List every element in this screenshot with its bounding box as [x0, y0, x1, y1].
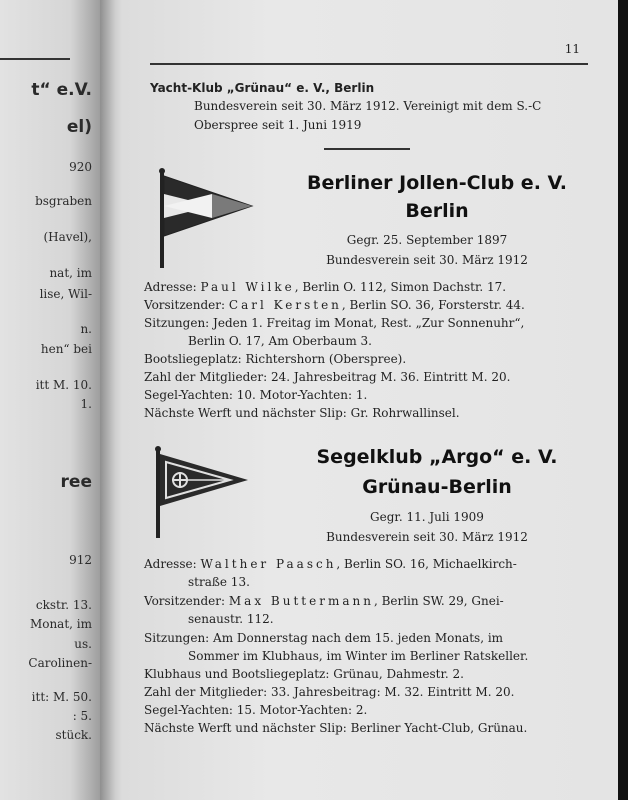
left-page	[0, 0, 100, 800]
left-page-line: (Havel),	[43, 230, 92, 244]
header-rule	[150, 63, 588, 65]
chairman-name: Carl Kersten	[228, 298, 342, 312]
left-page-line: Carolinen-	[28, 656, 92, 670]
address-name: Paul Wilke	[200, 280, 295, 294]
club2-shipyard: Nächste Werft und nächster Slip: Gr. Rohrwallinsel.	[144, 406, 460, 420]
chairman-rest: , Berlin SO. 36, Forsterstr. 44.	[341, 298, 525, 312]
left-page-line: us.	[74, 637, 92, 651]
left-page-line: nat, im	[49, 266, 92, 280]
club3-address-cont: straße 13.	[188, 575, 250, 589]
book-gutter	[100, 0, 122, 800]
left-page-line: itt: M. 50.	[31, 690, 92, 704]
club3-member-since: Bundesverein seit 30. März 1912	[326, 530, 528, 544]
left-page-line: n.	[80, 322, 92, 336]
address-name: Walther Paasch	[200, 557, 337, 571]
left-page-line: hen“ bei	[40, 342, 92, 356]
left-page-line: Monat, im	[29, 617, 92, 631]
club3-members: Zahl der Mitglieder: 33. Jahresbeitrag: M. 32. Eintritt M. 20.	[144, 685, 515, 699]
left-page-line: itt M. 10.	[35, 378, 92, 392]
club2-founded: Gegr. 25. September 1897	[346, 233, 508, 247]
page-number: 11	[564, 42, 580, 56]
left-page-line: 912	[69, 553, 92, 567]
address-label: Adresse:	[144, 557, 197, 571]
club2-meetings-cont: Berlin O. 17, Am Oberbaum 3.	[188, 334, 372, 348]
left-page-line: : 5.	[72, 709, 92, 723]
left-page-line: lise, Wil-	[39, 287, 92, 301]
left-page-line: bsgraben	[35, 194, 92, 208]
club3-shipyard: Nächste Werft und nächster Slip: Berliner Yacht-Club, Grünau.	[144, 721, 528, 735]
chairman-label: Vorsitzender:	[144, 594, 226, 608]
club1-line1: Bundesverein seit 30. März 1912. Vereinigt mit dem S.-C	[194, 99, 542, 113]
club2-mooring: Bootsliegeplatz: Richtershorn (Oberspree).	[144, 352, 407, 366]
club3-meetings: Sitzungen: Am Donnerstag nach dem 15. jeden Monats, im	[144, 631, 504, 645]
chairman-label: Vorsitzender:	[144, 298, 226, 312]
club3-clubhouse: Klubhaus und Bootsliegeplatz: Grünau, Dahmestr. 2.	[144, 667, 464, 681]
left-page-line: 920	[69, 160, 92, 174]
left-page-line: stück.	[55, 728, 92, 742]
left-page-line: ree	[60, 472, 92, 492]
address-rest: , Berlin SO. 16, Michaelkirch-	[336, 557, 517, 571]
address-rest: , Berlin O. 112, Simon Dachstr. 17.	[294, 280, 507, 294]
left-page-line: t“ e.V.	[31, 80, 92, 100]
club2-address	[144, 280, 506, 294]
club2-title: Berliner Jollen-Club e. V.	[307, 172, 567, 194]
club1-name: Yacht-Klub „Grünau“ e. V., Berlin	[150, 81, 375, 95]
left-page-line: el)	[66, 117, 92, 137]
club2-yachts: Segel-Yachten: 10. Motor-Yachten: 1.	[144, 388, 368, 402]
club3-title: Segelklub „Argo“ e. V.	[316, 446, 558, 468]
left-page-line: 1.	[80, 397, 92, 411]
club2-chairman	[144, 298, 525, 312]
chairman-rest: , Berlin SW. 29, Gnei-	[373, 594, 504, 608]
club2-meetings: Sitzungen: Jeden 1. Freitag im Monat, Rest. „Zur Sonnenuhr“,	[144, 316, 525, 330]
club2-members: Zahl der Mitglieder: 24. Jahresbeitrag M. 36. Eintritt M. 20.	[144, 370, 511, 384]
club3-subtitle: Grünau-Berlin	[362, 476, 512, 498]
club3-address	[144, 557, 517, 571]
page-edge	[618, 0, 628, 800]
club3-founded: Gegr. 11. Juli 1909	[370, 510, 484, 524]
club2-member-since: Bundesverein seit 30. März 1912	[326, 253, 528, 267]
club3-chairman	[144, 594, 504, 608]
club3-meetings-cont: Sommer im Klubhaus, im Winter im Berliner Ratskeller.	[188, 649, 529, 663]
left-page-rule	[0, 58, 70, 60]
club3-chairman-cont: senaustr. 112.	[188, 612, 274, 626]
club1-line2: Oberspree seit 1. Juni 1919	[194, 118, 362, 132]
section-divider	[324, 148, 410, 150]
chairman-name: Max Buttermann	[228, 594, 374, 608]
club2-subtitle: Berlin	[405, 200, 469, 222]
address-label: Adresse:	[144, 280, 197, 294]
right-page	[122, 0, 618, 800]
left-page-line: ckstr. 13.	[35, 598, 92, 612]
club3-yachts: Segel-Yachten: 15. Motor-Yachten: 2.	[144, 703, 368, 717]
